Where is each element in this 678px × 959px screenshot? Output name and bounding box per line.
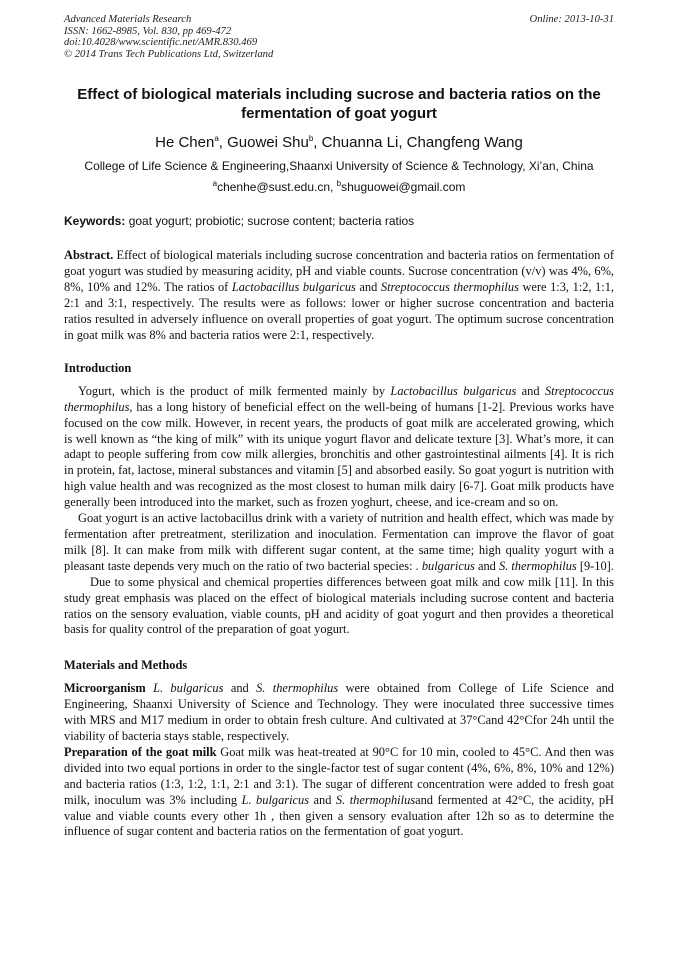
email-a-sup: a: [212, 179, 218, 189]
intro-p2-text-2: and: [474, 558, 499, 573]
author-2-sup: b: [308, 134, 314, 144]
intro-p1-italic-2: Streptococcus thermophilus: [64, 383, 614, 414]
abstract: [64, 248, 614, 343]
m1-italic-1: L. bulgaricus: [153, 681, 224, 696]
intro-p1-text-1: Yogurt, which is the product of milk fermented mainly by: [78, 383, 391, 398]
intro-paragraph-2: [64, 511, 614, 575]
email-b: shuguowei@gmail.com: [341, 180, 466, 195]
author-list: [64, 134, 614, 152]
intro-p1-text-2: and: [516, 383, 545, 398]
methods-section: [64, 681, 614, 840]
m1-italic-2: S. thermophilus: [256, 681, 339, 696]
methods-microorganism: [64, 681, 614, 745]
methods-preparation: [64, 745, 614, 840]
email-a: chenhe@sust.edu.cn,: [217, 180, 337, 195]
abstract-italic-1: Lactobacillus bulgaricus: [231, 280, 356, 295]
m1-text-1: [146, 681, 153, 695]
m2-text-2: and: [309, 792, 336, 807]
author-1-sup: a: [214, 134, 219, 144]
m2-italic-2: S. thermophilus: [335, 792, 416, 807]
keywords: [64, 214, 614, 229]
issn-line: ISSN: 1662-8985, Vol. 830, pp 469-472: [64, 25, 232, 37]
microorganism-lead: Microorganism: [64, 681, 146, 696]
m2-italic-1: L. bulgaricus: [241, 792, 310, 807]
methods-heading: Materials and Methods: [64, 658, 188, 673]
paper-page: [64, 14, 614, 840]
paper-title: Effect of biological materials including sucrose and bacteria ratios on the fermentation of goat yogurt: [77, 86, 601, 123]
intro-p2-text-1: Goat yogurt is an active lactobacillus drink with a variety of nutrition and health effect, which was made by fermentation after pretreatment, sterilization and inoculation. Fermentation can improve the flavor of goat milk [8]. It can make from milk with different sugar content, at the same time; high quality yogurt with a pleasant taste depends very much on the ratio of two bacterial species: .: [64, 511, 614, 573]
abstract-text-2: and: [355, 280, 381, 295]
online-date: Online: 2013-10-31: [529, 14, 614, 25]
author-sep: ,: [218, 134, 228, 152]
intro-section: [64, 384, 614, 639]
abstract-label: Abstract.: [64, 248, 114, 263]
journal-name: Advanced Materials Research: [64, 14, 192, 25]
intro-heading: Introduction: [64, 360, 132, 375]
intro-p2-italic-1: bulgaricus: [421, 558, 475, 573]
author-2: Guowei Shu: [227, 134, 309, 152]
abstract-text-1: Effect of biological materials including sucrose concentration and bacteria ratios on fermentation of goat yogurt was studied by measuring acidity, pH and viable counts. Sucrose concentration (v/v) was 4%, 6%, 8%, 10% and 12%. The ratios of: [64, 248, 614, 295]
intro-paragraph-3: Due to some physical and chemical properties differences between goat milk and cow milk [11]. In this study great emphasis was placed on the effect of biological materials including sucrose content and bacteria ratios on the sensory evaluation, viable counts, pH and acidity of goat yogurt and then provides a theoretical basis for quality control of the preparation of goat yogurt.: [64, 574, 614, 637]
other-authors: , Chuanna Li, Changfeng Wang: [313, 134, 523, 152]
journal-header: [64, 14, 614, 60]
email-b-sup: b: [336, 179, 342, 189]
doi-line: doi:10.4028/www.scientific.net/AMR.830.469: [64, 37, 258, 49]
m2-text-1: Goat milk was heat-treated at 90°C for 10 min, cooled to 45°C. And then was divided into two equal portions in order to the single-factor test of sugar content (4%, 6%, 8%, 10% and 12%) and bacteria ratios (1:3, 1:2, 1:1, 2:1 and 3:1). The sugar of different concentration were added to fresh goat milk, inoculum was 3% including: [64, 744, 614, 807]
affiliation: College of Life Science & Engineering,Shaanxi University of Science & Technology, Xi’an, China: [84, 159, 594, 174]
m1-text-3: were obtained from College of Life Science and Engineering, Shaanxi University of Science and Technology. They were inoculated three successive times with MRS and M17 medium in order to obtain fresh culture. And cultivated at 37°Cand 42°Cfor 24h until the viability of bacteria stays stable, respectively.: [64, 681, 614, 744]
copyright-line: © 2014 Trans Tech Publications Ltd, Switzerland: [64, 48, 274, 60]
email-line: [64, 180, 614, 195]
author-1: He Chen: [155, 134, 215, 152]
abstract-italic-2: Streptococcus thermophilus: [380, 280, 519, 295]
keywords-label: Keywords:: [64, 214, 126, 229]
intro-p1-text-3: , has a long history of beneficial effect on the well-being of humans [1-2]. Previous works have focused on the cow milk. However, in recent years, the products of goat milk are accelerated growing, which is well known as “the king of milk” with its unique yogurt flavor and delicate texture [3]. What’s more, it can adapt to people suffering from cow milk allergies, bronchitis and other gastrointestinal ailments [4]. It is rich in protein, fat, lactose, mineral substances and vitamin [5] and absorbed easily. So goat yogurt is nutrition with high value health and was recognized as the most closest to human milk dairy [6-7]. Goat milk products have generally been introduced into the market, such as frozen yoghurt, cheese, and ice-cream and so on.: [64, 399, 614, 510]
intro-p1-italic-1: Lactobacillus bulgaricus: [390, 383, 517, 398]
intro-p2-text-3: [9-10].: [576, 558, 614, 573]
preparation-lead: Preparation of the goat milk: [64, 744, 217, 759]
m1-text-2: and: [223, 681, 257, 696]
intro-paragraph-1: [64, 384, 614, 511]
m2-text-3: and fermented at 42°C, the acidity, pH value and viable counts every other 1h , then given a sensory evaluation after 12h so as to determine the influence of sugar content and bacteria ratios on the fermentation of goat yogurt.: [64, 792, 615, 839]
abstract-text-3: were 1:3, 1:2, 1:1, 2:1 and 3:1, respectively. The results were as follows: lower or higher sucrose concentration and bacteria ratios resulted in adversely influence on overall properties of goat yogurt. The optimum sucrose concentration in goat milk was 8% and bacteria ratios were 2:1, respectively.: [64, 280, 614, 342]
keywords-text: goat yogurt; probiotic; sucrose content; bacteria ratios: [125, 214, 415, 229]
intro-p2-italic-2: S. thermophilus: [498, 558, 577, 573]
